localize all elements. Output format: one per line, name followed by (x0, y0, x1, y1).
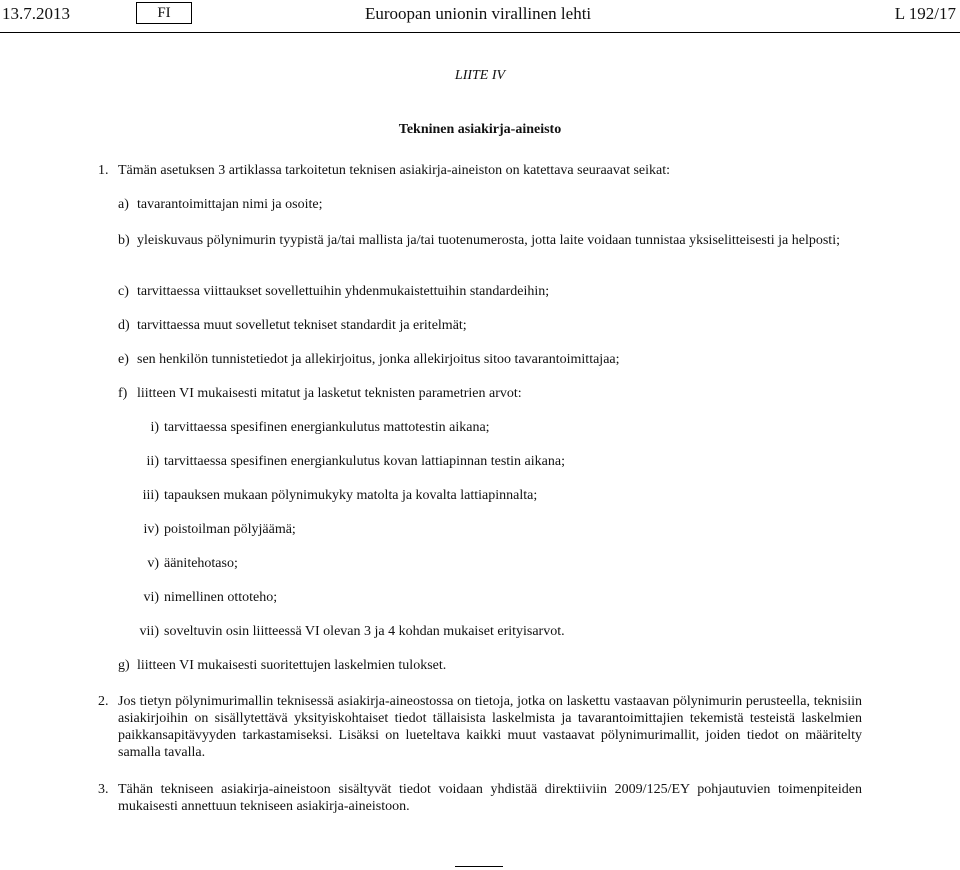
section-text: Tämän asetuksen 3 artiklassa tarkoitetun teknisen asiakirja-aineiston on katettava seuraavat seikat: (118, 163, 671, 178)
list-item-label: b) (118, 233, 130, 248)
sub-list-item-text: tarvittaessa spesifinen energiankulutus kovan lattiapinnan testin aikana; (164, 454, 565, 469)
list-item-label: e) (118, 352, 129, 367)
end-rule-divider (455, 866, 503, 867)
sub-list-item-text: soveltuvin osin liitteessä VI olevan 3 ja 4 kohdan mukaiset erityisarvot. (164, 624, 565, 639)
annex-title: LIITE IV (454, 68, 506, 83)
list-item-label: f) (118, 386, 128, 401)
sub-list-item-text: tapauksen mukaan pölynimukyky matolta ja kovalta lattiapinnalta; (164, 488, 538, 503)
list-item-text: tarvittaessa viittaukset sovellettuihin yhdenmukaistettuihin standardeihin; (137, 284, 550, 299)
list-item-label: a) (118, 197, 129, 212)
section-text: Jos tietyn pölynimurimallin teknisessä asiakirja-aineostossa on tietoja, jotka on laskettu vastaavan pölynimurin perusteella, teknisiin asiakirjoihin on sisällytettävä yksityiskohtaiset tiedot tällaisista laskelmista ja tavarantoimittajien tekemistä testeistä laskelmien paikkansapitävyyden tarkastamiseksi. Lisäksi on lueteltava kaikki muut vastaavat pölynimurimallit, joiden tiedot on määritelty samalla tavalla. (118, 694, 862, 760)
list-item-text: tavarantoimittajan nimi ja osoite; (137, 197, 323, 212)
sub-list-item-label: iv) (143, 522, 159, 537)
page-header (0, 0, 960, 33)
page-reference: L 192/17 (894, 4, 956, 23)
list-item-text: liitteen VI mukaisesti suoritettujen laskelmien tulokset. (137, 658, 447, 673)
sub-list-item-text: nimellinen ottoteho; (164, 590, 278, 605)
section-number: 3. (98, 782, 109, 797)
sub-list-item-label: iii) (142, 488, 159, 503)
sub-list-item-label: ii) (146, 454, 159, 469)
list-item-text: yleiskuvaus pölynimurin tyypistä ja/tai mallista ja/tai tuotenumerosta, jotta laite voidaan tunnistaa yksiselitteisesti ja helposti; (137, 233, 840, 248)
document-title: Tekninen asiakirja-aineisto (398, 122, 562, 137)
list-item-label: d) (118, 318, 130, 333)
sub-list-item-label: i) (150, 420, 159, 435)
list-item-text: sen henkilön tunnistetiedot ja allekirjoitus, jonka allekirjoitus sitoo tavarantoimittajaa; (137, 352, 620, 367)
sub-list-item-text: tarvittaessa spesifinen energiankulutus mattotestin aikana; (164, 420, 490, 435)
journal-title: Euroopan unionin virallinen lehti (365, 4, 592, 23)
sub-list-item-text: poistoilman pölyjäämä; (164, 522, 296, 537)
list-item-label: g) (118, 658, 130, 673)
publication-date: 13.7.2013 (2, 4, 70, 23)
list-item-text: liitteen VI mukaisesti mitatut ja lasketut teknisten parametrien arvot: (137, 386, 522, 401)
language-badge: FI (136, 2, 192, 24)
section-number: 1. (98, 163, 109, 178)
sub-list-item-label: v) (147, 556, 159, 571)
list-item-text: tarvittaessa muut sovelletut tekniset standardit ja eritelmät; (137, 318, 467, 333)
section-text: Tähän tekniseen asiakirja-aineistoon sisältyvät tiedot voidaan yhdistää direktiiviin 2009/125/EY pohjautuvien toimenpiteiden mukaisesti annettuun tekniseen asiakirja-aineistoon. (118, 782, 862, 814)
sub-list-item-label: vi) (143, 590, 159, 605)
list-item-label: c) (118, 284, 129, 299)
section-number: 2. (98, 694, 109, 709)
sub-list-item-label: vii) (139, 624, 159, 639)
sub-list-item-text: äänitehotaso; (164, 556, 238, 571)
